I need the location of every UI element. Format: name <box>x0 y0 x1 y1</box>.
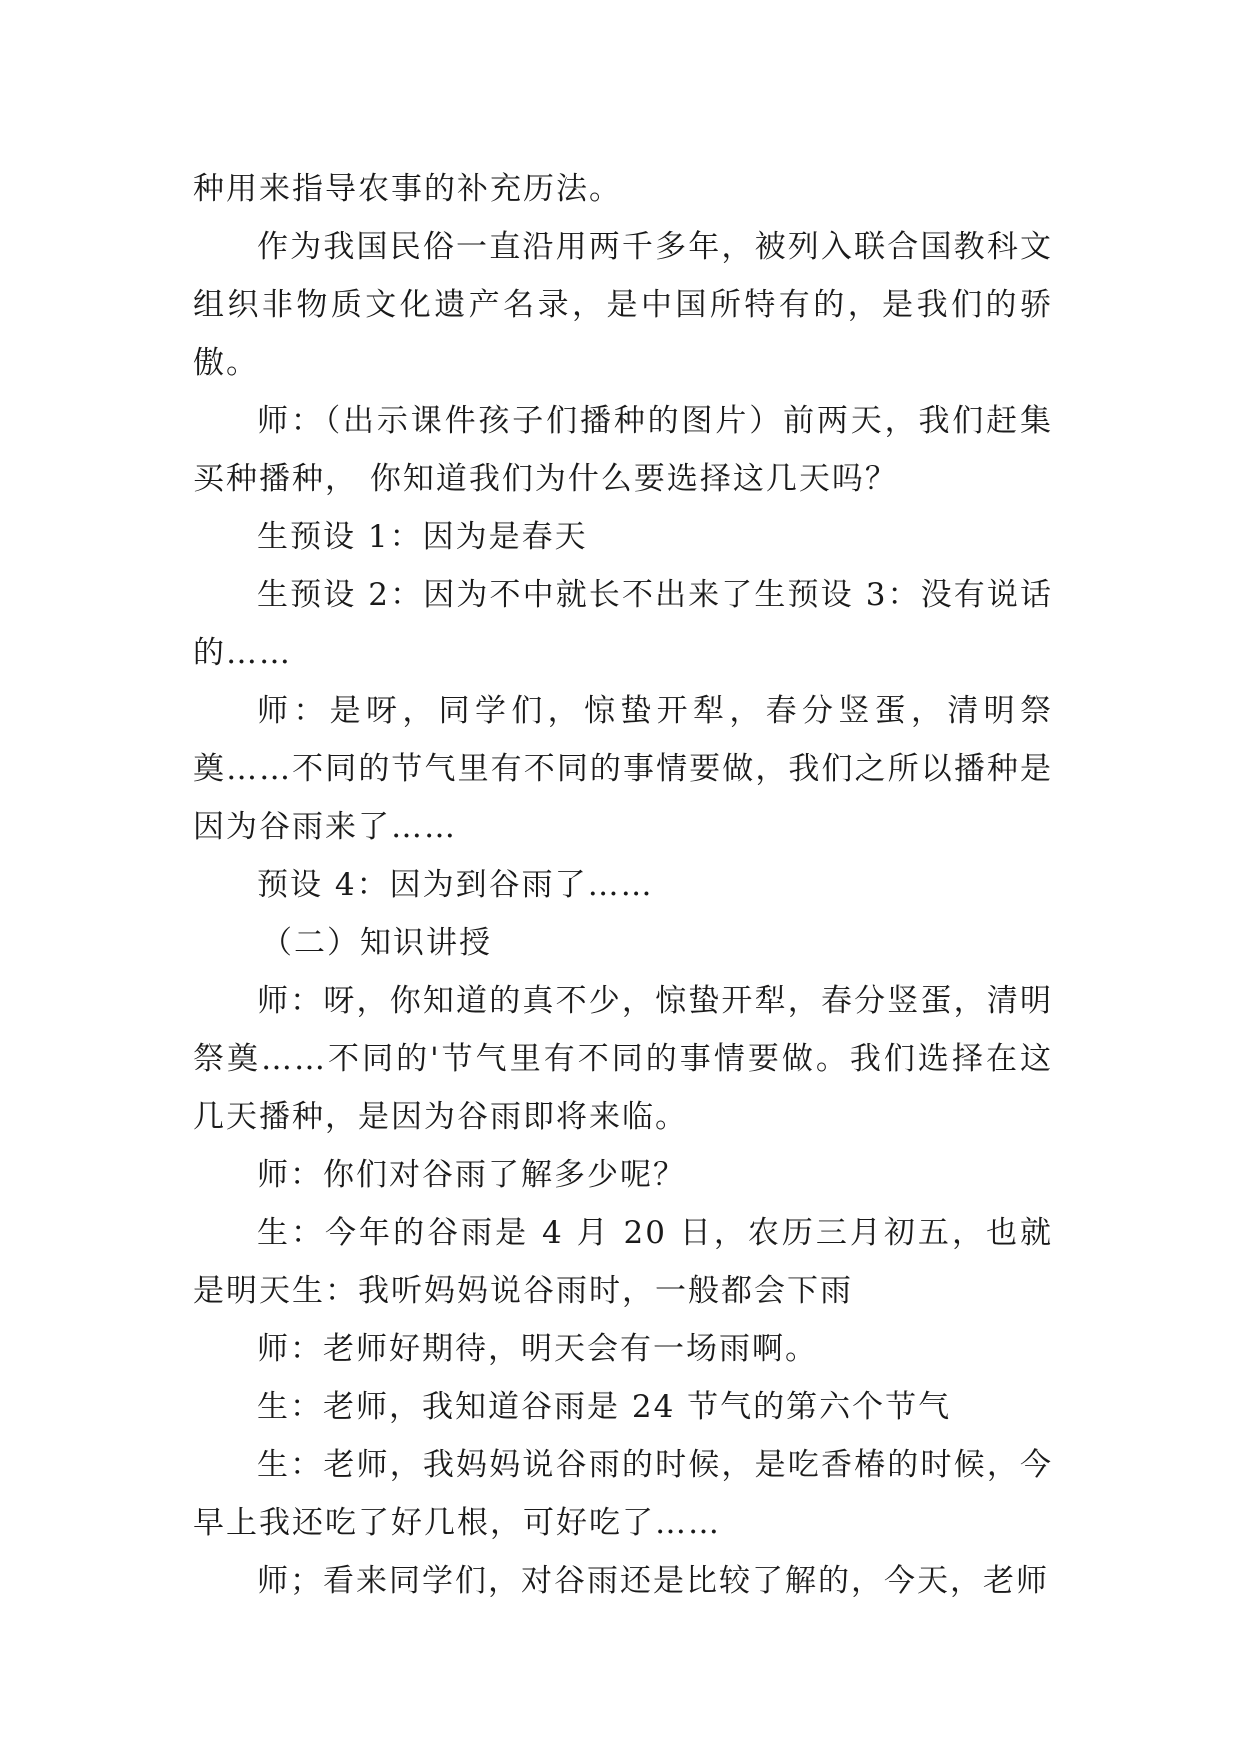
paragraph-7: 预设 4：因为到谷雨了…… <box>257 867 654 903</box>
section-heading: （二）知识讲授 <box>261 925 492 961</box>
paragraph-9: 师：呀，你知道的真不少，惊蛰开犁，春分竖蛋，清明祭奠……不同的'节气里有不同的事情要做。我们选择在这几天播种，是因为谷雨即将来临。 <box>193 983 1053 1135</box>
paragraph-5: 生预设 2：因为不中就长不出来了生预设 3：没有说话的…… <box>193 577 1053 671</box>
paragraph-2: 作为我国民俗一直沿用两千多年，被列入联合国教科文组织非物质文化遗产名录，是中国所特有的，是我们的骄傲。 <box>193 229 1053 381</box>
document-body <box>193 160 1053 1610</box>
paragraph-15: 师；看来同学们，对谷雨还是比较了解的，今天，老师 <box>257 1563 1049 1599</box>
paragraph-1: 种用来指导农事的补充历法。 <box>193 171 622 207</box>
paragraph-13: 生：老师，我知道谷雨是 24 节气的第六个节气 <box>257 1389 952 1425</box>
paragraph-14: 生：老师，我妈妈说谷雨的时候，是吃香椿的时候，今早上我还吃了好几根，可好吃了…… <box>193 1447 1053 1541</box>
paragraph-10: 师：你们对谷雨了解多少呢？ <box>257 1157 686 1193</box>
paragraph-3: 师：（出示课件孩子们播种的图片）前两天，我们赶集买种播种， 你知道我们为什么要选择这几天吗？ <box>193 403 1053 497</box>
paragraph-6: 师：是呀，同学们，惊蛰开犁，春分竖蛋，清明祭奠……不同的节气里有不同的事情要做，我们之所以播种是因为谷雨来了…… <box>193 693 1053 845</box>
paragraph-12: 师：老师好期待，明天会有一场雨啊。 <box>257 1331 818 1367</box>
paragraph-4: 生预设 1：因为是春天 <box>257 519 588 555</box>
paragraph-11: 生：今年的谷雨是 4 月 20 日，农历三月初五，也就是明天生：我听妈妈说谷雨时，一般都会下雨 <box>193 1215 1053 1309</box>
